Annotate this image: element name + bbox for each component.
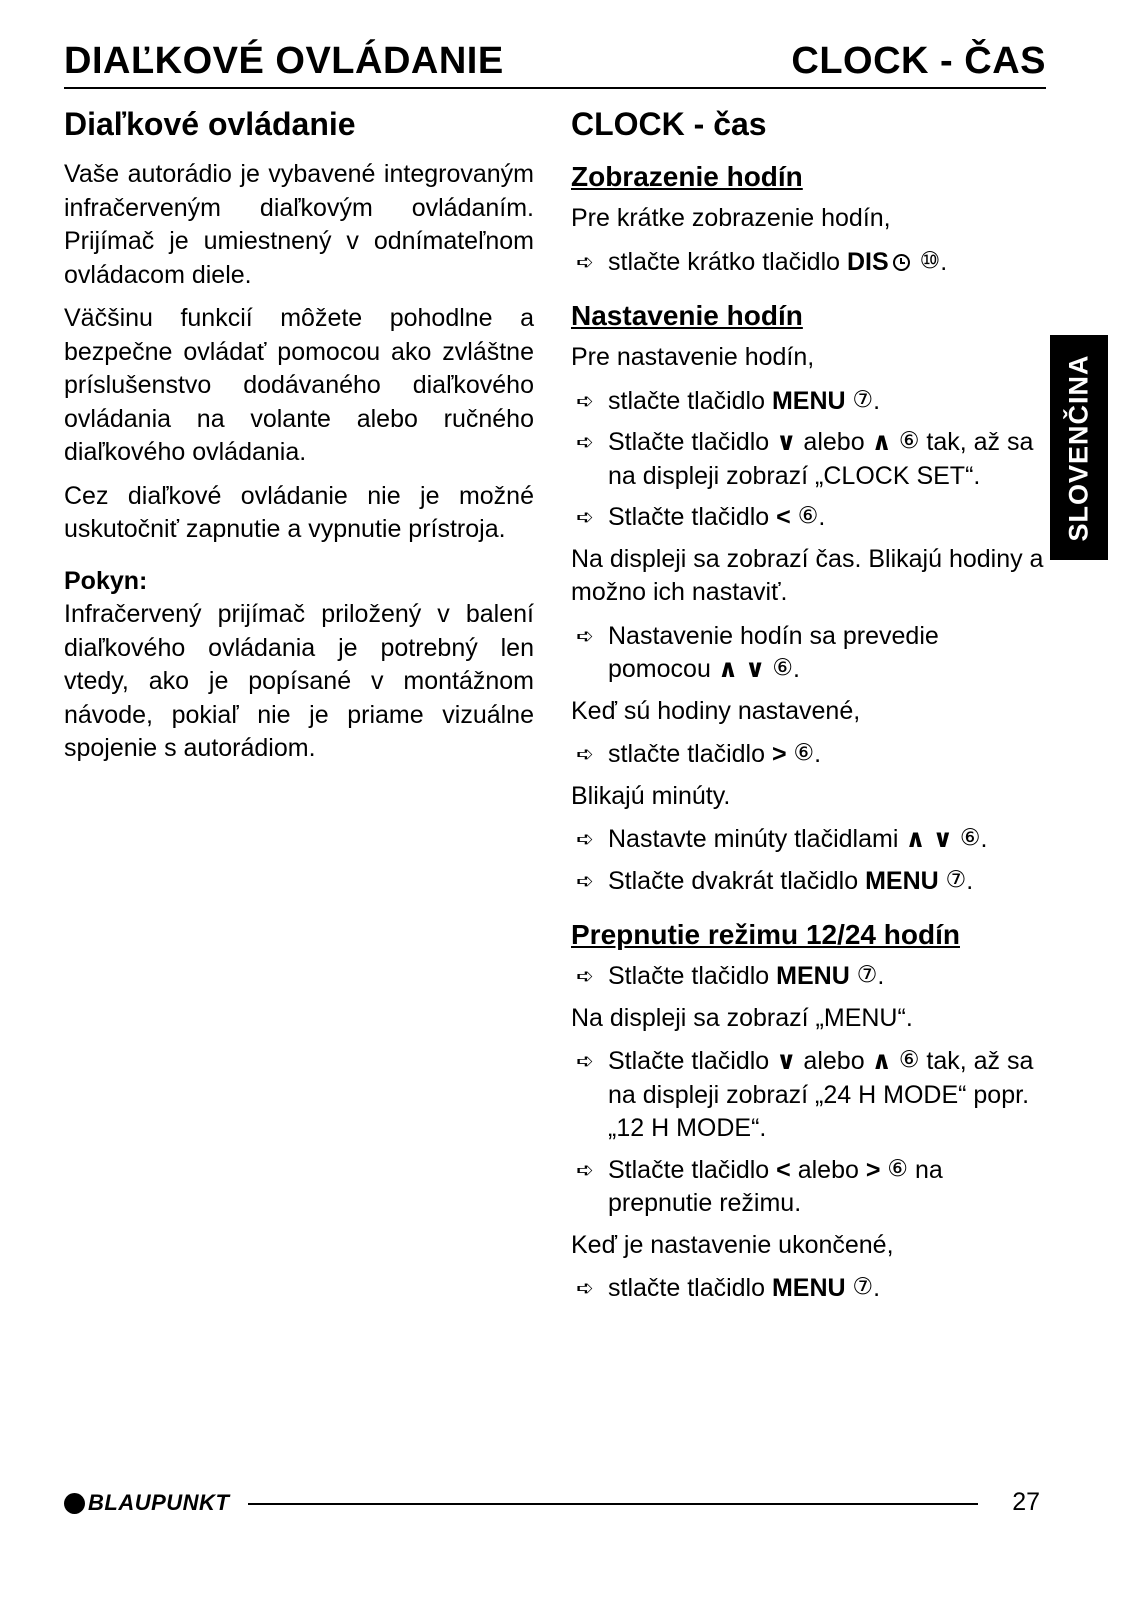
paragraph: Na displeji sa zobrazí čas. Blikajú hodiny a možno ich nastaviť. [571, 544, 1044, 606]
note-text: Infračervený prijímač priložený v balení diaľkového ovládania je potrebný len vtedy, ako je popísané v montážnom návode, pokiaľ nie je priame vizuálne spojenie s autorádiom. [64, 600, 534, 762]
subheading-mode: Prepnutie režimu 12/24 hodín [571, 919, 960, 950]
arrow-icon: ➪ [576, 828, 594, 851]
button-number: ⑥ [797, 502, 819, 528]
button-number: ⑦ [945, 865, 967, 892]
paragraph: Cez diaľkové ovládanie nie je možné uskutočniť zapnutie a vypnutie prístroja. [64, 481, 534, 543]
left-column [64, 98, 534, 776]
language-tab-label: SLOVENČINA [1063, 353, 1094, 542]
paragraph: Blikajú minúty. [571, 781, 731, 810]
arrow-icon: ➪ [576, 1158, 594, 1182]
button-number: ⑥ [959, 824, 981, 850]
button-number: ⑦ [852, 1273, 874, 1299]
instruction-step: ➪ Stlačte tlačidlo < alebo > ⑥ na prepnutie režimu. [571, 1154, 1044, 1221]
arrow-icon: ➪ [576, 624, 594, 648]
arrow-icon: ➪ [576, 743, 594, 766]
arrow-icon: ➪ [576, 431, 594, 454]
paragraph: Väčšinu funkcií môžete pohodlne a bezpečne ovládať pomocou ako zvláštne príslušenstvo dodávaného diaľkového ovládania na volante alebo ručného diaľkového ovládania. [64, 304, 534, 466]
instruction-step: ➪ stlačte krátko tlačidlo DIS ⑩. [571, 246, 1044, 280]
button-number: ⑦ [856, 961, 878, 987]
arrow-icon: ➪ [576, 506, 594, 529]
key-label: DIS [847, 247, 889, 276]
note-label: Pokyn: [64, 566, 148, 595]
arrow-icon: ➪ [576, 1277, 594, 1300]
key-label: MENU [771, 1274, 846, 1302]
key-label: MENU [776, 962, 850, 990]
instruction-step: ➪ Stlačte dvakrát tlačidlo MENU ⑦. [571, 865, 1044, 899]
instruction-step: ➪ Nastavenie hodín sa prevedie pomocou ∧ ∨ ⑥. [571, 620, 1044, 687]
key-label: MENU [865, 866, 939, 895]
section-title: DIAĽKOVÉ OVLÁDANIE [64, 40, 504, 82]
button-number: ⑥ [772, 654, 793, 680]
left-arrow-icon: < [776, 1155, 791, 1184]
clock-icon [893, 254, 910, 271]
instruction-step: ➪ Stlačte tlačidlo MENU ⑦. [571, 960, 1044, 994]
right-arrow-icon: > [865, 1155, 881, 1184]
arrow-icon: ➪ [576, 965, 594, 988]
instruction-step: ➪ Stlačte tlačidlo ∨ alebo ∧ ⑥ tak, až sa na displeji zobrazí „CLOCK SET“. [571, 426, 1044, 493]
arrow-icon: ➪ [576, 250, 594, 274]
paragraph: Pre nastavenie hodín, [571, 343, 815, 371]
instruction-step: ➪ Stlačte tlačidlo ∨ alebo ∧ ⑥ tak, až sa na displeji zobrazí „24 H MODE“ popr. „12 H MODE“. [571, 1045, 1044, 1146]
arrow-icon: ➪ [576, 1050, 594, 1073]
instruction-step: ➪ stlačte tlačidlo MENU ⑦. [571, 385, 1044, 419]
paragraph: Keď je nastavenie ukončené, [571, 1230, 894, 1259]
down-arrow-icon: ∨ [776, 1047, 797, 1075]
brand-name: BLAUPUNKT [88, 1490, 230, 1515]
up-down-arrow-icons: ∧ ∨ [717, 655, 766, 683]
subheading-set-clock: Nastavenie hodín [571, 300, 803, 331]
arrow-icon: ➪ [576, 869, 594, 893]
paragraph: Vaše autorádio je vybavené integrovaným infračerveným diaľkovým ovládaním. Prijímač je umiestnený v odnímateľnom ovládacom diele. [64, 160, 534, 289]
instruction-step: ➪ stlačte tlačidlo > ⑥. [571, 738, 1044, 772]
language-tab [1050, 335, 1108, 560]
instruction-step: ➪ Nastavte minúty tlačidlami ∧ ∨ ⑥. [571, 823, 1044, 857]
right-column [571, 98, 1044, 1314]
button-number: ⑩ [919, 246, 941, 273]
paragraph: Keď sú hodiny nastavené, [571, 696, 861, 725]
down-arrow-icon: ∨ [776, 428, 797, 456]
page-number: 27 [1012, 1488, 1040, 1516]
section-title-right: CLOCK - ČAS [791, 40, 1046, 82]
button-number: ⑥ [898, 427, 920, 453]
instruction-step: ➪ Stlačte tlačidlo < ⑥. [571, 501, 1044, 535]
footer-rule [248, 1503, 978, 1505]
left-heading: Diaľkové ovládanie [64, 106, 356, 142]
button-number: ⑥ [793, 739, 815, 765]
left-arrow-icon: < [776, 503, 791, 531]
header-rule [64, 87, 1046, 89]
right-arrow-icon: > [771, 740, 787, 768]
key-label: MENU [771, 386, 846, 415]
button-number: ⑦ [852, 385, 874, 412]
subheading-show-clock: Zobrazenie hodín [571, 161, 803, 192]
right-heading: CLOCK - čas [571, 106, 767, 142]
button-number: ⑥ [898, 1046, 920, 1072]
up-arrow-icon: ∧ [871, 1047, 892, 1075]
logo-dot-icon [64, 1493, 85, 1514]
up-down-arrow-icons: ∧ ∨ [905, 825, 953, 853]
brand-logo [64, 1490, 229, 1516]
paragraph: Na displeji sa zobrazí „MENU“. [571, 1003, 913, 1032]
paragraph: Pre krátke zobrazenie hodín, [571, 204, 891, 232]
arrow-icon: ➪ [576, 389, 594, 413]
instruction-step: ➪ stlačte tlačidlo MENU ⑦. [571, 1272, 1044, 1306]
up-arrow-icon: ∧ [871, 428, 892, 456]
button-number: ⑥ [887, 1154, 909, 1181]
